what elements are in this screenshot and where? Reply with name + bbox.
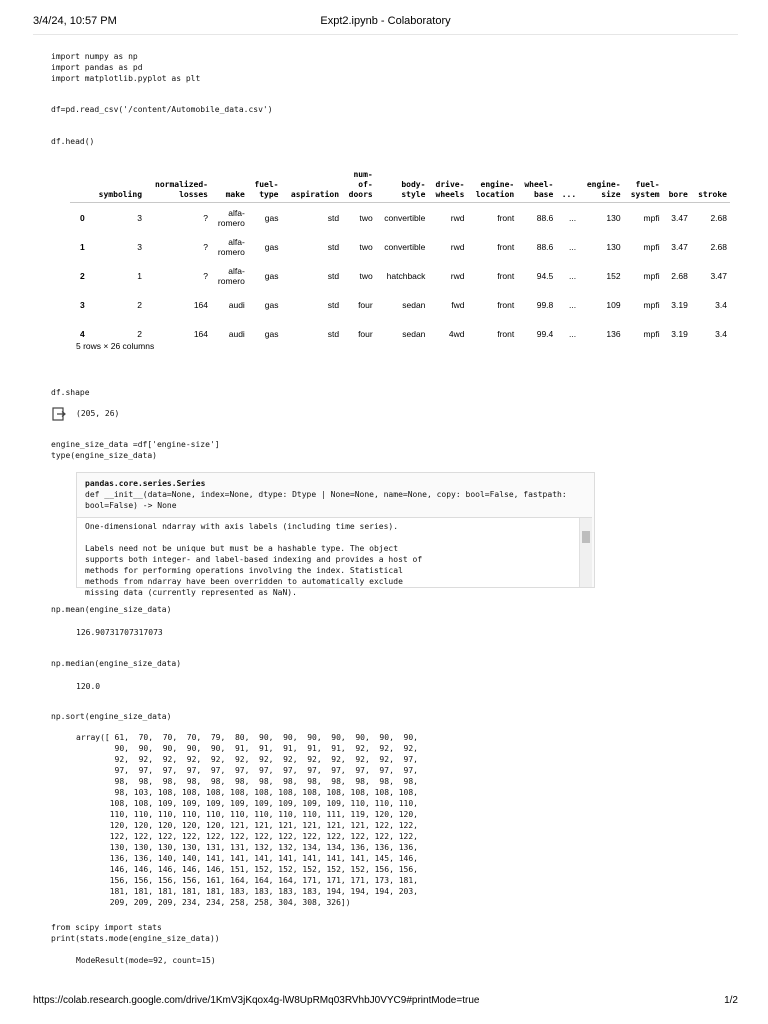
table-cell: rwd (450, 212, 465, 223)
table-cell: 3.47 (710, 270, 727, 281)
dataframe-column-header: body- style (376, 168, 429, 203)
table-cell: 88.6 (536, 212, 554, 223)
table-cell: convertible (384, 241, 426, 252)
print-datetime: 3/4/24, 10:57 PM (33, 15, 117, 27)
table-cell: 136 (606, 328, 621, 339)
dataframe-column-header: bore (663, 168, 691, 203)
table-cell: ? (203, 241, 208, 252)
table-cell: ... (569, 270, 577, 281)
dataframe-column-header: make (211, 168, 248, 203)
table-cell: four (358, 328, 373, 339)
output-sort: array([ 61, 70, 70, 70, 79, 80, 90, 90, 90, 90, 90, 90, 90, 90, 90, 90, 90, 90, 91, 91, 91, 91, 91, 92, 92, 92, 92, 92, 92, 92, 92, 92, 92, 92, 92, 92, 92, 92, 97, 97, 97, 97, 97, 97, 97, 97, 97, 97, 97, 97, 97, 97, 98, 98, 98, 98, 98, 98, 98, 98, 98, 98, 98, 98, 98, 98, 103, 108, 108, 108, 108, 108, 108, 108, 108, 108, 108, 108, 108, 108, 109, 109, 109, 109, 109, 109, 109, 109, 110, 110, 110, 110, 110, 110, 110, 110, 110, 110, 110, 110, 111, 119, 120, 120, 120, 120, 120, 120, 120, 121, 121, 121, 121, 121, 121, 122, 122, 122, 122, 122, 122, 122, 122, 122, 122, 122, 122, 122, 122, 122, 130, 130, 130, 130, 131, 131, 132, 132, 134, 134, 136, 136, 136, 136, 136, 140, 140, 141, 141, 141, 141, 141, 141, 141, 145, 146, 146, 146, 146, 146, 146, 151, 152, 152, 152, 152, 152, 156, 156, 156, 156, 156, 156, 161, 164, 164, 164, 171, 171, 171, 173, 181, 181, 181, 181, 181, 181, 183, 183, 183, 183, 194, 194, 194, 203, 209, 209, 209, 234, 234, 258, 258, 304, 308, 326]) (76, 733, 418, 907)
table-cell: 94.5 (536, 270, 554, 281)
table-cell: 109 (606, 299, 621, 310)
table-cell: 2 (137, 328, 143, 339)
row-index: 4 (80, 328, 85, 339)
table-cell: front (497, 328, 515, 339)
dataframe-column-header: stroke (691, 168, 730, 203)
table-cell: front (497, 299, 515, 310)
table-cell: 130 (606, 212, 621, 223)
docstring-scrollbar[interactable] (579, 518, 592, 587)
table-row (70, 261, 730, 290)
dataframe-shape-note: 5 rows × 26 columns (76, 341, 155, 351)
table-cell: mpfi (643, 299, 660, 310)
dataframe-column-header: drive- wheels (428, 168, 467, 203)
print-footer (33, 995, 738, 1009)
dataframe-column-header: aspiration (281, 168, 342, 203)
table-cell: ... (569, 299, 577, 310)
table-cell: audi (228, 328, 245, 339)
docstring-body: One-dimensional ndarray with axis labels (including time series). Labels need not be unique but must be a hashable type. The object supports both integer- and label-based indexing and provides a host of methods for performing operations involving the index. Statistical methods from ndarray have been overridden to automatically exclude missing data (currently represented as NaN). (85, 522, 423, 597)
table-cell: 3.19 (671, 328, 688, 339)
table-cell: two (359, 241, 373, 252)
table-row (70, 203, 730, 233)
table-row (70, 290, 730, 319)
table-cell: std (327, 241, 340, 252)
code-cell-mean[interactable]: np.mean(engine_size_data) (51, 605, 172, 614)
table-cell: 88.6 (536, 241, 554, 252)
table-cell: fwd (451, 299, 465, 310)
docstring-signature: def __init__(data=None, index=None, dtype: Dtype | None=None, name=None, copy: bool=False, fastpath: bool=False) -> None (85, 490, 567, 510)
table-cell: four (358, 299, 373, 310)
table-cell: alfa- romero (217, 265, 245, 286)
table-row (70, 319, 730, 348)
header-divider (33, 34, 738, 35)
row-index: 1 (80, 241, 85, 252)
dataframe-column-header: wheel- base (517, 168, 556, 203)
table-cell: 3 (137, 212, 143, 223)
table-cell: alfa- romero (217, 236, 245, 257)
table-cell: 4wd (448, 328, 465, 339)
table-cell: front (497, 270, 515, 281)
code-cell-head[interactable]: df.head() (51, 137, 95, 146)
table-cell: mpfi (643, 241, 660, 252)
row-index: 3 (80, 299, 85, 310)
table-cell: gas (264, 299, 279, 310)
table-cell: std (327, 212, 340, 223)
table-cell: gas (264, 328, 279, 339)
table-cell: rwd (450, 241, 465, 252)
table-cell: rwd (450, 270, 465, 281)
table-cell: two (359, 212, 373, 223)
table-cell: ... (569, 212, 577, 223)
table-cell: sedan (402, 299, 426, 310)
table-cell: front (497, 212, 515, 223)
table-cell: 99.8 (536, 299, 554, 310)
table-cell: two (359, 270, 373, 281)
docstring-body-scroll[interactable] (77, 517, 592, 597)
table-cell: 2.68 (671, 270, 688, 281)
code-cell-read-csv[interactable]: df=pd.read_csv('/content/Automobile_data.csv') (51, 105, 273, 114)
table-cell: gas (264, 241, 279, 252)
table-cell: ... (569, 328, 577, 339)
output-action-icon[interactable] (52, 407, 66, 421)
dataframe-column-header: fuel- system (624, 168, 663, 203)
docstring-panel (76, 472, 595, 597)
output-mode: ModeResult(mode=92, count=15) (76, 956, 216, 965)
code-cell-series[interactable]: engine_size_data =df['engine-size'] type(engine_size_data) (51, 440, 220, 460)
table-cell: front (497, 241, 515, 252)
table-cell: mpfi (643, 212, 660, 223)
table-cell: 2.68 (710, 241, 727, 252)
table-cell: ? (203, 270, 208, 281)
table-cell: 99.4 (536, 328, 554, 339)
table-cell: 152 (606, 270, 621, 281)
docstring-signature-block (85, 478, 590, 511)
dataframe-output (70, 168, 730, 348)
print-header (33, 15, 738, 31)
dataframe-column-header: symboling (90, 168, 145, 203)
dataframe-body (70, 203, 730, 349)
output-shape: (205, 26) (76, 409, 120, 418)
table-cell: 2.68 (710, 212, 727, 223)
code-cell-shape[interactable]: df.shape (51, 388, 90, 397)
table-cell: std (327, 270, 340, 281)
table-cell: 3 (137, 241, 143, 252)
table-cell: std (327, 299, 340, 310)
table-cell: sedan (402, 328, 426, 339)
table-cell: 3.4 (715, 299, 727, 310)
table-cell: 3.4 (715, 328, 727, 339)
code-cell-mode[interactable]: from scipy import stats print(stats.mode(engine_size_data)) (51, 923, 220, 943)
table-cell: 1 (137, 270, 143, 281)
row-index: 2 (80, 270, 85, 281)
table-cell: gas (264, 270, 279, 281)
dataframe-column-header: engine- location (467, 168, 517, 203)
table-cell: mpfi (643, 328, 660, 339)
table-cell: 164 (193, 299, 208, 310)
table-cell: ... (569, 241, 577, 252)
notebook-url: https://colab.research.google.com/drive/1KmV3jKqox4g-lW8UpRMq03RVhbJ0VYC9#printMode=true (33, 995, 480, 1006)
table-cell: 3.19 (671, 299, 688, 310)
page-number: 1/2 (724, 995, 738, 1006)
dataframe-column-header: num- of- doors (342, 168, 376, 203)
table-cell: alfa- romero (217, 207, 245, 228)
output-mean: 126.90731707317073 (76, 628, 163, 637)
table-cell: gas (264, 212, 279, 223)
docstring-scroll-thumb[interactable] (582, 531, 590, 543)
dataframe-index-header (70, 168, 90, 203)
output-median: 120.0 (76, 682, 101, 691)
table-cell: mpfi (643, 270, 660, 281)
table-cell: 3.47 (671, 241, 688, 252)
table-cell: std (327, 328, 340, 339)
table-cell: convertible (384, 212, 426, 223)
dataframe-column-header: ... (556, 168, 579, 203)
code-cell-imports[interactable]: import numpy as np import pandas as pd import matplotlib.pyplot as plt (51, 52, 201, 83)
table-cell: hatchback (386, 270, 426, 281)
dataframe-table (70, 168, 730, 348)
code-cell-median[interactable]: np.median(engine_size_data) (51, 659, 182, 668)
dataframe-column-header: normalized- losses (145, 168, 211, 203)
table-cell: 3.47 (671, 212, 688, 223)
table-cell: 130 (606, 241, 621, 252)
table-cell: ? (203, 212, 208, 223)
table-cell: audi (228, 299, 245, 310)
notebook-title: Expt2.ipynb - Colaboratory (320, 15, 451, 27)
table-row (70, 232, 730, 261)
table-cell: 164 (193, 328, 208, 339)
row-index: 0 (80, 212, 85, 223)
docstring-class-path: pandas.core.series.Series (85, 479, 206, 488)
table-cell: 2 (137, 299, 143, 310)
dataframe-column-header: fuel- type (248, 168, 282, 203)
dataframe-header-row (70, 168, 730, 203)
code-cell-sort[interactable]: np.sort(engine_size_data) (51, 712, 172, 721)
dataframe-column-header: engine- size (579, 168, 623, 203)
